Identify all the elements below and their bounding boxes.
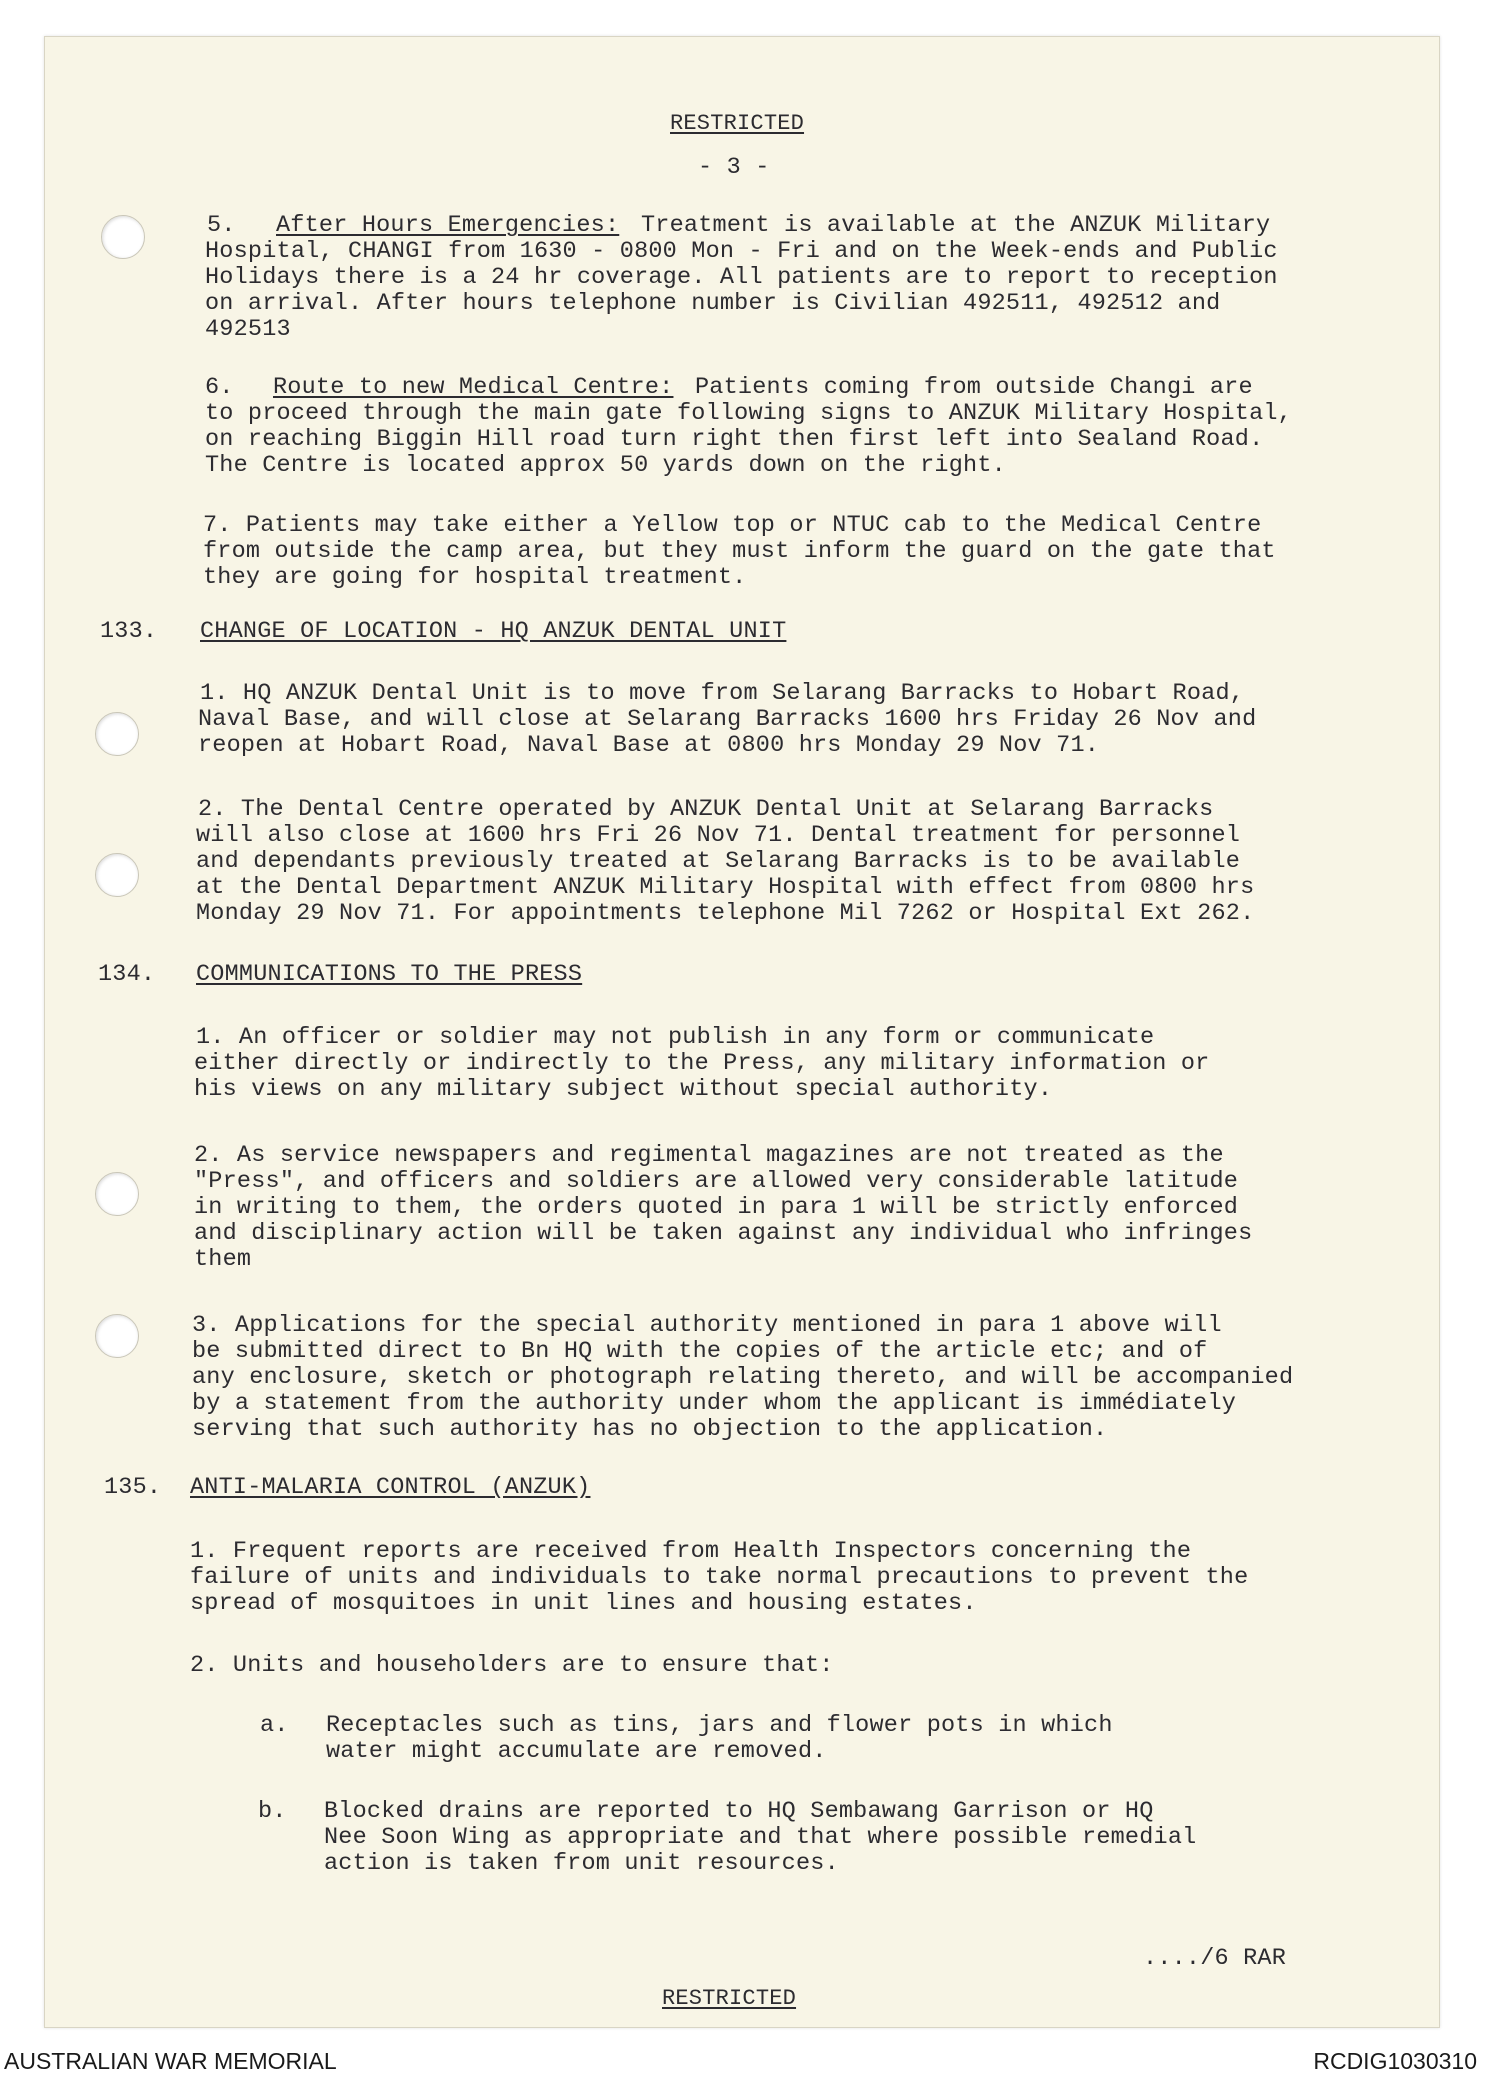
para-7-line: 7. Patients may take either a Yellow top or NTUC cab to the Medical Centre bbox=[203, 512, 1262, 539]
punch-hole bbox=[95, 712, 139, 756]
sub-item-b-line: Nee Soon Wing as appropriate and that where possible remedial bbox=[324, 1824, 1197, 1851]
para-6-title: Route to new Medical Centre: bbox=[273, 374, 674, 401]
section-number: 133. bbox=[100, 618, 158, 645]
section-title: COMMUNICATIONS TO THE PRESS bbox=[196, 961, 583, 988]
continuation-marker: ..../6 RAR bbox=[1143, 1945, 1287, 1972]
sub-item-a-line: water might accumulate are removed. bbox=[326, 1738, 827, 1765]
section-134-line: serving that such authority has no objection to the application. bbox=[192, 1416, 1108, 1443]
section-134-line: either directly or indirectly to the Press, any military information or bbox=[194, 1050, 1210, 1077]
archive-institution: AUSTRALIAN WAR MEMORIAL bbox=[4, 2048, 337, 2074]
sub-item-label: b. bbox=[258, 1798, 287, 1825]
section-133-line: will also close at 1600 hrs Fri 26 Nov 71. Dental treatment for personnel bbox=[196, 822, 1241, 849]
section-133-line: and dependants previously treated at Selarang Barracks is to be available bbox=[196, 848, 1241, 875]
section-134-line: his views on any military subject without special authority. bbox=[194, 1076, 1053, 1103]
sub-item-label: a. bbox=[260, 1712, 289, 1739]
para-6-line: Patients coming from outside Changi are bbox=[695, 374, 1253, 401]
para-5-line: Treatment is available at the ANZUK Military bbox=[641, 212, 1271, 239]
section-title: ANTI-MALARIA CONTROL (ANZUK) bbox=[190, 1474, 591, 1501]
section-134-line: "Press", and officers and soldiers are allowed very considerable latitude bbox=[194, 1168, 1239, 1195]
section-133-line: reopen at Hobart Road, Naval Base at 0800 hrs Monday 29 Nov 71. bbox=[198, 732, 1100, 759]
para-5-title: After Hours Emergencies: bbox=[276, 212, 620, 239]
section-135-line: 2. Units and householders are to ensure that: bbox=[190, 1652, 834, 1679]
sub-item-b-line: action is taken from unit resources. bbox=[324, 1850, 839, 1877]
section-134-line: by a statement from the authority under whom the applicant is immédiately bbox=[192, 1390, 1237, 1417]
section-135-line: 1. Frequent reports are received from Health Inspectors concerning the bbox=[190, 1538, 1192, 1565]
punch-hole bbox=[95, 1314, 139, 1358]
page-number: - 3 - bbox=[698, 154, 770, 181]
para-5-line: 492513 bbox=[205, 316, 291, 343]
classification-footer: RESTRICTED bbox=[662, 1986, 797, 2011]
para-6-line: The Centre is located approx 50 yards down on the right. bbox=[205, 452, 1006, 479]
section-number: 134. bbox=[98, 961, 156, 988]
para-5-line: on arrival. After hours telephone number is Civilian 492511, 492512 and bbox=[205, 290, 1221, 317]
para-7-line: they are going for hospital treatment. bbox=[203, 564, 747, 591]
sub-item-b-line: Blocked drains are reported to HQ Sembawang Garrison or HQ bbox=[324, 1798, 1154, 1825]
punch-hole bbox=[95, 853, 139, 897]
section-134-line: any enclosure, sketch or photograph relating thereto, and will be accompanied bbox=[192, 1364, 1294, 1391]
section-133-line: Monday 29 Nov 71. For appointments telephone Mil 7262 or Hospital Ext 262. bbox=[196, 900, 1255, 927]
section-134-line: in writing to them, the orders quoted in para 1 will be strictly enforced bbox=[194, 1194, 1239, 1221]
section-135-line: failure of units and individuals to take normal precautions to prevent the bbox=[190, 1564, 1249, 1591]
para-6-number: 6. bbox=[205, 374, 234, 401]
section-133-line: 2. The Dental Centre operated by ANZUK Dental Unit at Selarang Barracks bbox=[198, 796, 1214, 823]
section-number: 135. bbox=[104, 1474, 162, 1501]
para-6-line: to proceed through the main gate following signs to ANZUK Military Hospital, bbox=[205, 400, 1292, 427]
section-134-line: 3. Applications for the special authority mentioned in para 1 above will bbox=[192, 1312, 1222, 1339]
section-134-line: 2. As service newspapers and regimental magazines are not treated as the bbox=[194, 1142, 1224, 1169]
section-title: CHANGE OF LOCATION - HQ ANZUK DENTAL UNIT bbox=[200, 618, 787, 645]
archive-id: RCDIG1030310 bbox=[1313, 2048, 1477, 2074]
para-7-line: from outside the camp area, but they must inform the guard on the gate that bbox=[203, 538, 1276, 565]
punch-hole bbox=[101, 215, 145, 259]
section-134-line: and disciplinary action will be taken against any individual who infringes bbox=[194, 1220, 1253, 1247]
punch-hole bbox=[95, 1172, 139, 1216]
section-134-line: be submitted direct to Bn HQ with the copies of the article etc; and of bbox=[192, 1338, 1208, 1365]
section-134-line: 1. An officer or soldier may not publish in any form or communicate bbox=[196, 1024, 1155, 1051]
para-5-line: Hospital, CHANGI from 1630 - 0800 Mon - Fri and on the Week-ends and Public bbox=[205, 238, 1278, 265]
para-5-number: 5. bbox=[207, 212, 236, 239]
section-133-line: Naval Base, and will close at Selarang Barracks 1600 hrs Friday 26 Nov and bbox=[198, 706, 1257, 733]
section-135-line: spread of mosquitoes in unit lines and housing estates. bbox=[190, 1590, 977, 1617]
classification-header: RESTRICTED bbox=[670, 111, 805, 136]
para-6-line: on reaching Biggin Hill road turn right then first left into Sealand Road. bbox=[205, 426, 1264, 453]
sub-item-a-line: Receptacles such as tins, jars and flower pots in which bbox=[326, 1712, 1113, 1739]
section-133-line: at the Dental Department ANZUK Military Hospital with effect from 0800 hrs bbox=[196, 874, 1255, 901]
section-133-line: 1. HQ ANZUK Dental Unit is to move from Selarang Barracks to Hobart Road, bbox=[200, 680, 1245, 707]
para-5-line: Holidays there is a 24 hr coverage. All patients are to report to reception bbox=[205, 264, 1278, 291]
section-134-line: them bbox=[194, 1246, 252, 1273]
